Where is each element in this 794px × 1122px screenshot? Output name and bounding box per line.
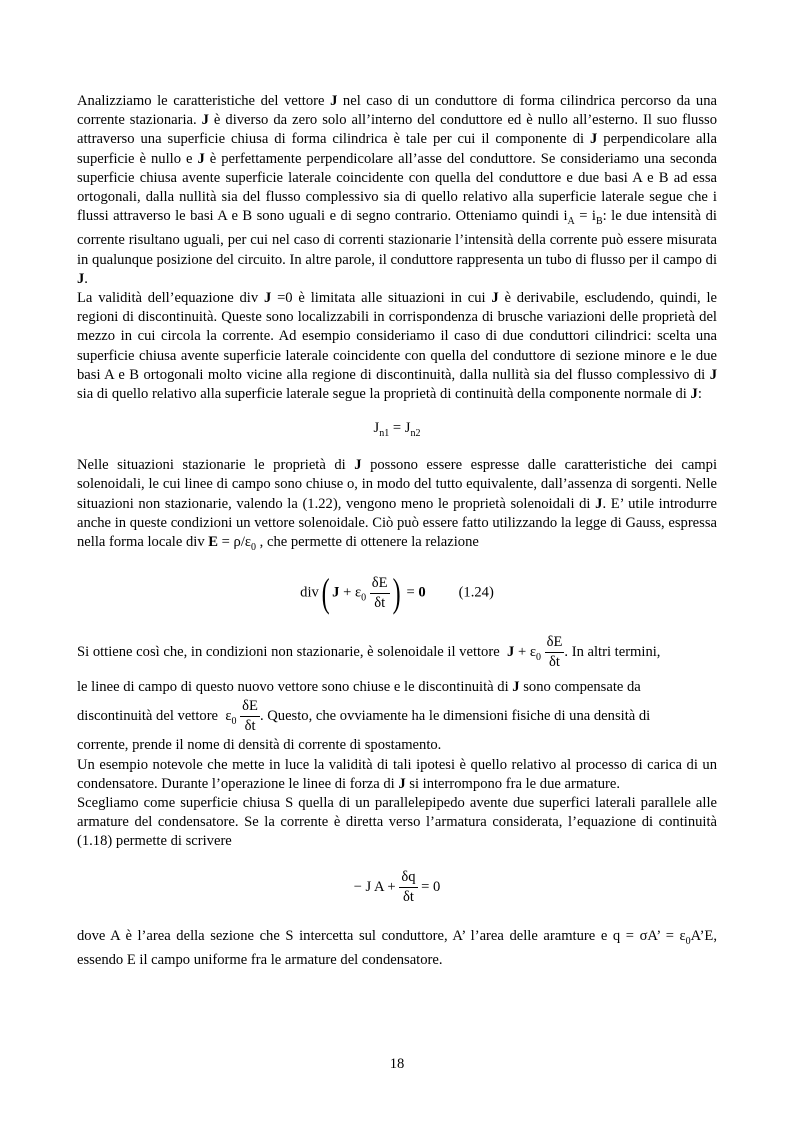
equation-continuity: − J A + $\frac{\delta q}{\delta t}$ = 0 [353, 868, 441, 905]
paragraph-6: Scegliamo come superficie chiusa S quella di un parallelepipedo avente due superfici laterali parallele alle armature del condensatore. Se la corrente è diretta verso l’armatura considerata, l’equazione di continuità (1.18) permette di scrivere [77, 795, 717, 850]
equation-number: (1.24) [458, 584, 494, 601]
paragraph-4-line-3: discontinuità del vettore $\varepsilon_0$ $\frac{\delta E}{\delta t}$ . Questo, che ovviamente ha le dimensioni fisiche di una densità di [77, 698, 651, 735]
paragraph-4-line-4: corrente, prende il nome di densità di corrente di spostamento. [77, 737, 442, 754]
page-number: 18 [389, 1056, 405, 1072]
equation-jn: $J_{n1} = J_{n2}$ [373, 420, 421, 440]
paragraph-3: Nelle situazioni stazionarie le proprietà di J possono essere espresse dalle caratteristiche dei campi solenoidali, le cui linee di campo sono chiuse o, in modo del tutto equivalente, dall’assenza di sorgenti. Nelle situazioni non stazionarie, valendo la (1.22), vengono meno le proprietà solenoidali di J. E’ utile introdurre anche in queste condizioni un vettore solenoidale. Ciò può essere fatto utilizzando la legge di Gauss, espressa nella forma locale div $E = \rho/\varepsilon_0$ , che permette di ottenere la relazione [77, 457, 718, 553]
page-body [77, 92, 717, 970]
paragraph-7: dove A è l’area della sezione che S intercetta sul conduttore, A’ l’area delle aramture e q = σA’ = $\varepsilon_0A’E$, essendo E il campo uniforme fra le armature del condensatore. [77, 927, 717, 968]
paragraph-4-line-1: Si ottiene così che, in condizioni non stazionarie, è solenoidale il vettore $J + \varepsilon_0$ $\frac{\delta E}{\delta t}$ . In altri termini, [77, 634, 661, 671]
fraction-dE-dt: $\frac{\delta E}{\delta t}$ [371, 574, 388, 611]
paragraph-1: Analizziamo le caratteristiche del vettore J nel caso di un conduttore di forma cilindrica percorso da una corrente stazionaria. J è diverso da zero solo all’interno del conduttore ed è nullo all’esterno. Il suo flusso attraverso una superficie chiusa di forma cilindrica è tale per cui il componente di J perpendicolare alla superficie è nullo e J è perfettamente perpendicolare all’asse del conduttore. Se consideriamo una seconda superficie chiusa avente superficie laterale coincidente con quella del conduttore e due basi A e B ad essa ortogonali, dalla nullità sia del flusso complessivo sia di quello relativo alla superficie laterale segue che i flussi attraverso le basi A e B sono uguali e di segno contrario. Otteniamo quindi $i_A = i_B$: le due intensità di corrente risultano uguali, per cui nel caso di correnti stazionarie l’intensità della corrente può essere misurata in qualunque posizione del circuito. In altre parole, il conduttore rappresenta un tubo di flusso per il campo di J. [77, 93, 718, 287]
paragraph-2: La validità dell’equazione div J =0 è limitata alle situazioni in cui J è derivabile, escludendo, quindi, le regioni di discontinuità. Queste sono localizzabili in corrispondenza di brusche variazioni delle proprietà del mezzo in cui circola la corrente. Ad esempio consideriamo il caso di due conduttori cilindrici: scelta una superficie chiusa avente superficie laterale coincidente con quella del conduttore di sezione minore e le due basi A e B ortogonali molto vicine alla regione di discontinuità, dalla nullità sia del flusso complessivo di J sia di quello relativo alla superficie laterale segue la proprietà di continuità della componente normale di J: [77, 289, 717, 402]
paragraph-4-line-2: le linee di campo di questo nuovo vettore sono chiuse e le discontinuità di J sono compensate da [77, 679, 641, 696]
equation-1-24: div( $J + \varepsilon_0$ $\frac{\delta E}{\delta t}$ ) = 0 (1.24) [300, 570, 494, 616]
paragraph-5: Un esempio notevole che mette in luce la validità di tali ipotesi è quello relativo al processo di carica di un condensatore. Durante l’operazione le linee di forza di J si interrompono fra le due armature. [77, 756, 717, 792]
div-label: div [300, 584, 319, 601]
